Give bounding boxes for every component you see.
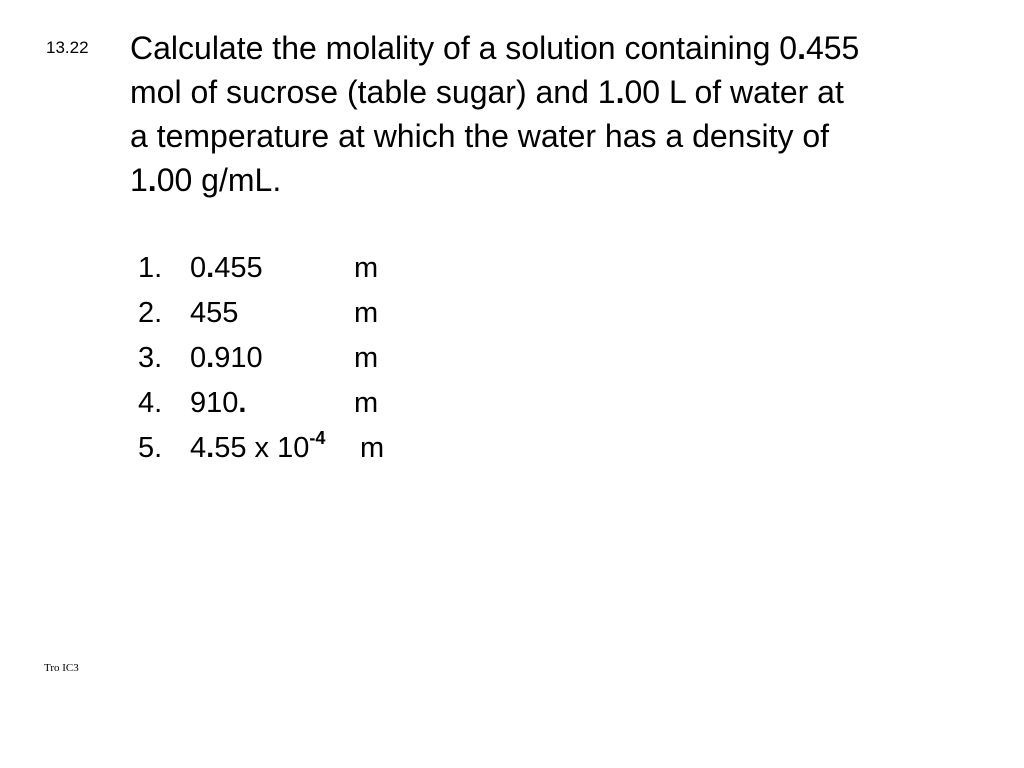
choice-unit: m: [354, 342, 379, 374]
choice-value: 0.910: [190, 342, 263, 374]
choice-unit: m: [354, 387, 379, 419]
question-line: Calculate the molality of a solution containing 0.455: [130, 30, 860, 66]
exponent: -4: [309, 428, 326, 449]
choice-number: 4.: [138, 387, 163, 419]
footer-label: Tro IC3: [44, 662, 79, 674]
choice-unit: m: [354, 252, 379, 284]
choice-number: 3.: [138, 342, 163, 374]
question-line: 1.00 g/mL.: [130, 162, 282, 198]
question-text: [130, 26, 1000, 202]
choice-unit: m: [354, 297, 379, 329]
question-line: mol of sucrose (table sugar) and 1.00 L of water at: [130, 74, 844, 110]
choice-number: 1.: [138, 252, 163, 284]
question-line: a temperature at which the water has a density of: [130, 118, 830, 154]
choice-value: 4.55 x $10^{-4}$: [190, 428, 326, 464]
choice-unit: m: [360, 432, 385, 464]
choice-value: 0.455: [190, 252, 263, 284]
choice-number: 2.: [138, 297, 163, 329]
choice-value: 910.: [190, 387, 247, 419]
choice-number: 5.: [138, 432, 163, 464]
choice-value: 455: [190, 297, 239, 329]
question-number: 13.22: [46, 38, 89, 57]
